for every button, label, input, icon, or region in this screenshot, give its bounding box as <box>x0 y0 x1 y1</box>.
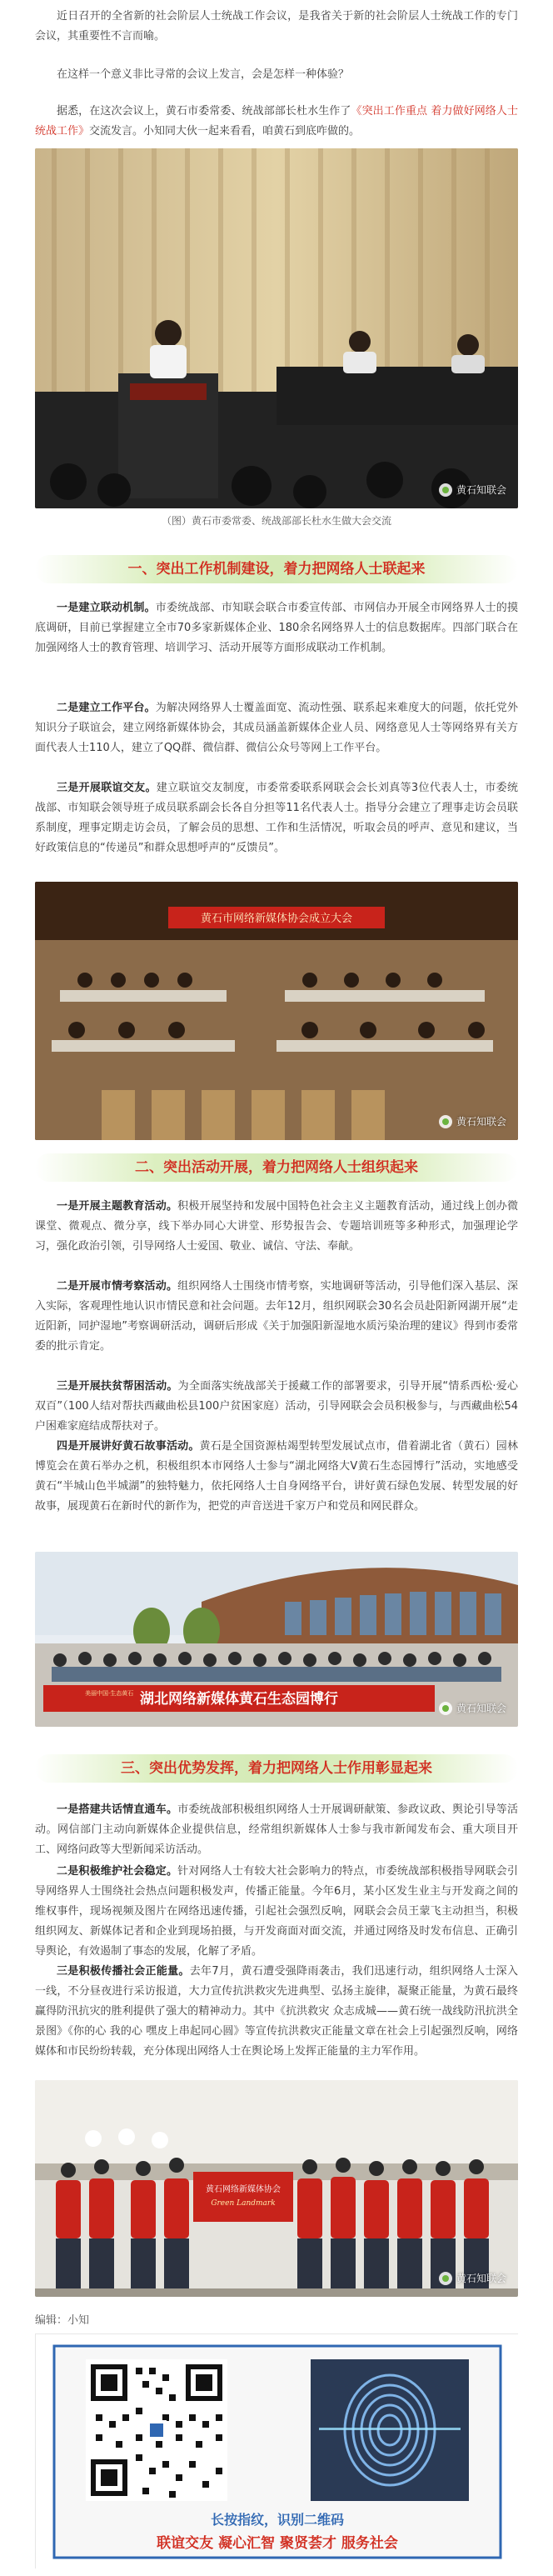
logo-icon <box>439 2272 452 2285</box>
section-3-text-1: 市委统战部积极组织网络人士开展调研献策、参政议政、舆论引导等活动。网信部门主动向新媒体企业提供信息，经常组织新媒体人士参与我市新闻发布会、重大项目开工、网络问政等大型新闻采访活动。 <box>35 1803 518 1856</box>
intro-paragraph-3 <box>35 102 518 142</box>
section-2-heading <box>35 1153 518 1182</box>
group-photo-expo <box>35 1552 518 1727</box>
watermark <box>439 1701 506 1715</box>
section-2-paragraph-4 <box>35 1437 518 1517</box>
section-2-lead-1: 一是开展主题教育活动。 <box>57 1200 178 1213</box>
speech-title: 《突出工作重点 着力做好网络人士统战工作》 <box>35 105 518 138</box>
intro-text-1: 近日召开的全省新的社会阶层人士统战工作会议，是我省关于新的社会阶层人士统战工作的专门会议，其重要性不言而喻。 <box>35 10 518 43</box>
section-3-text-2: 针对网络人士有较大社会影响力的特点，市委统战部积极指导网联会引导网络界人士围绕社会热点问题积极发声，传播正能量。今年6月，某小区发生业主与开发商之间的维权事件，现场视频及图片在网络迅速传播，引起社会强烈反响，网联会会员王蒙飞主动担当，积极组织网友、新媒体记者和企业到现场拍摄，与开发商面对面交流，并通过网络及时发布信息、正确引导舆论，有效遏制了事态的发展，化解了矛盾。 <box>35 1865 518 1958</box>
qr-slogan: 联谊交友 凝心汇智 聚贤荟才 服务社会 <box>157 2535 398 2552</box>
section-3-lead-3: 三是积极传播社会正能量。 <box>57 1965 190 1978</box>
section-3-paragraph-3 <box>35 1962 518 2062</box>
section-1-paragraph-2 <box>35 698 518 758</box>
section-2-paragraph-1 <box>35 1197 518 1257</box>
qr-prompt: 长按指纹，识别二维码 <box>210 2512 345 2528</box>
intro-paragraph-1 <box>35 7 518 47</box>
meeting-hall-illustration <box>35 882 518 1140</box>
section-3-heading-text: 三、突出优势发挥，着力把网络人士作用彰显起来 <box>121 1760 432 1777</box>
section-1-lead-2: 二是建立工作平台。 <box>57 702 156 714</box>
section-3-lead-1: 一是搭建共话情直通车。 <box>57 1803 178 1816</box>
section-3-paragraph-2 <box>35 1862 518 1962</box>
section-1-text-2: 为解决网络界人士覆盖面宽、流动性强、联系起来难度大的问题，依托党外知识分子联谊会，建立网络新媒体协会，其成员涵盖新媒体企业人员、网络意见人士等网络界有关方面代表人士110人，建立了QQ群、微信群、微信公众号等网上工作平台。 <box>35 702 518 754</box>
section-1-paragraph-3 <box>35 778 518 858</box>
volunteer-group-illustration <box>35 2080 518 2297</box>
section-1-lead-3: 三是开展联谊交友。 <box>57 782 157 794</box>
section-2-lead-4: 四是开展讲好黄石故事活动。 <box>57 1440 200 1453</box>
watermark-text: 黄石知联会 <box>456 1703 506 1714</box>
intro-text-3b: 交流发言。小知同大伙一起来看看，咱黄石到底咋做的。 <box>89 125 361 138</box>
meeting-hall-photo <box>35 882 518 1140</box>
section-3-heading <box>35 1754 518 1783</box>
logo-icon <box>439 483 452 497</box>
section-1-paragraph-1 <box>35 598 518 658</box>
section-2-lead-2: 二是开展市情考察活动。 <box>57 1280 178 1293</box>
section-3-text-3: 去年7月，黄石遭受强降雨袭击，我们迅速行动，组织网络人士深入一线，不分昼夜进行采访报道，大力宣传抗洪救灾先进典型、弘扬主旋律，凝聚正能量，为黄石最终赢得防汛抗灾的胜利提供了强大的精神动力。其中《抗洪救灾 众志成城——黄石统一战线防汛抗洪全景图》《你的心 我的心 嘿皮上串起同心圆》等宣传抗洪救灾正能量文章在社会上引起强烈反响，网络媒体和市民纷纷转载，充分体现出网络人士在舆论场上发挥正能量的主力军作用。 <box>35 1965 518 2058</box>
conference-photo-illustration <box>35 148 518 508</box>
section-2-paragraph-3 <box>35 1377 518 1437</box>
section-1-heading <box>35 555 518 583</box>
section-1-text-3: 建立联谊交友制度，市委常委联系网联会会长刘真等3位代表人士，市委统战部、市知联会领导班子成员联系副会长各自分担等11名代表人士。指导分会建立了理事走访会员联系制度，理事定期走访会员，了解会员的思想、工作和生活情况，听取会员的呼声、意见和建议，当好政策信息的“传递员”和群众思想呼声的“反馈员”。 <box>35 782 518 854</box>
intro-paragraph-2 <box>35 65 518 85</box>
conference-photo <box>35 148 518 508</box>
section-3-lead-2: 二是积极维护社会稳定。 <box>57 1865 178 1878</box>
watermark <box>439 483 506 497</box>
section-1-heading-text: 一、突出工作机制建设，着力把网络人士联起来 <box>127 561 426 578</box>
section-2-lead-3: 三是开展扶贫帮困活动。 <box>57 1380 178 1393</box>
section-2-text-1: 积极开展坚持和发展中国特色社会主义主题教育活动，通过线上创办微课堂、微观点、微分享，线下举办同心大讲堂、形势报告会、专题培训班等多种形式，加强理论学习，强化政治引领，引导网络人士爱国、敬业、诚信、守法、奉献。 <box>35 1200 518 1253</box>
watermark <box>439 2271 506 2285</box>
volunteer-banner-subtext: Green Landmark <box>211 2199 276 2208</box>
section-2-paragraph-2 <box>35 1277 518 1357</box>
watermark-text: 黄石知联会 <box>456 1116 506 1128</box>
section-1-text-1: 市委统战部、市知联会联合市委宣传部、市网信办开展全市网络界人士的摸底调研，目前已掌握建立全市70多家新媒体企业、180余名网络界人士的信息数据库。四部门联合在加强网络人士的教育管理、培训学习、活动开展等方面形成联动工作机制。 <box>35 602 518 654</box>
qr-card <box>35 2333 518 2568</box>
photo-caption: （图）黄石市委常委、统战部部长杜水生做大会交流 <box>161 515 391 527</box>
qr-code-icon[interactable] <box>86 2359 227 2501</box>
section-2-text-4: 黄石是全国资源枯竭型转型发展试点市，借着湖北省（黄石）园林博览会在黄石举办之机，积极组织本市网络人士参与“湖北网络大V黄石生态园博行”活动，实地感受黄石“半城山色半城湖”的独特魅力，依托网络人士自身网络平台，讲好黄石绿色发展、转型发展的好故事，展现黄石在新时代的新作为，把党的声音送进千家万户和党员和网民群众。 <box>35 1440 518 1513</box>
watermark <box>439 1114 506 1128</box>
section-2-text-2: 组织网络人士围绕市情考察，实地调研等活动，引导他们深入基层、深入实际，客观理性地认识市情民意和社会问题。去年12月，组织网联会30名会员赴阳新网湖开展“走近阳新，同护湿地”考察调研活动，调研后形成《关于加强阳新湿地水质污染治理的建议》得到市委常委的批示肯定。 <box>35 1280 518 1353</box>
watermark-text: 黄石知联会 <box>456 2273 506 2284</box>
logo-icon <box>439 1702 452 1715</box>
editor-credit: 编辑：小知 <box>35 2314 90 2327</box>
section-3-paragraph-1 <box>35 1800 518 1860</box>
volunteer-banner-text: 黄石网络新媒体协会 <box>206 2185 281 2194</box>
intro-text-2: 在这样一个意义非比寻常的会议上发言，会是怎样一种体验？ <box>57 68 350 81</box>
logo-icon <box>439 1115 452 1128</box>
section-2-heading-text: 二、突出活动开展，着力把网络人士组织起来 <box>135 1159 418 1176</box>
hall-banner-text: 黄石市网络新媒体协会成立大会 <box>200 913 353 925</box>
intro-text-3a: 据悉，在这次会议上，黄石市委常委、统战部部长杜水生作了 <box>57 105 351 118</box>
expo-banner-subtext: 美丽中国·生态黄石 <box>85 1690 134 1697</box>
expo-banner-text: 湖北网络新媒体黄石生态园博行 <box>140 1691 338 1708</box>
fingerprint-icon[interactable] <box>311 2359 469 2501</box>
section-2-text-3: 为全面落实统战部关于援藏工作的部署要求，引导开展“情系西松·爱心双百”（100人结对帮扶西藏曲松县100户贫困家庭）活动，引导网联会会员积极参与，与西藏曲松54户困难家庭结成帮扶对子。 <box>35 1380 518 1433</box>
section-1-lead-1: 一是建立联动机制。 <box>57 602 156 614</box>
volunteer-group-photo <box>35 2080 518 2297</box>
qr-card-illustration[interactable] <box>36 2334 519 2569</box>
watermark-text: 黄石知联会 <box>456 484 506 496</box>
